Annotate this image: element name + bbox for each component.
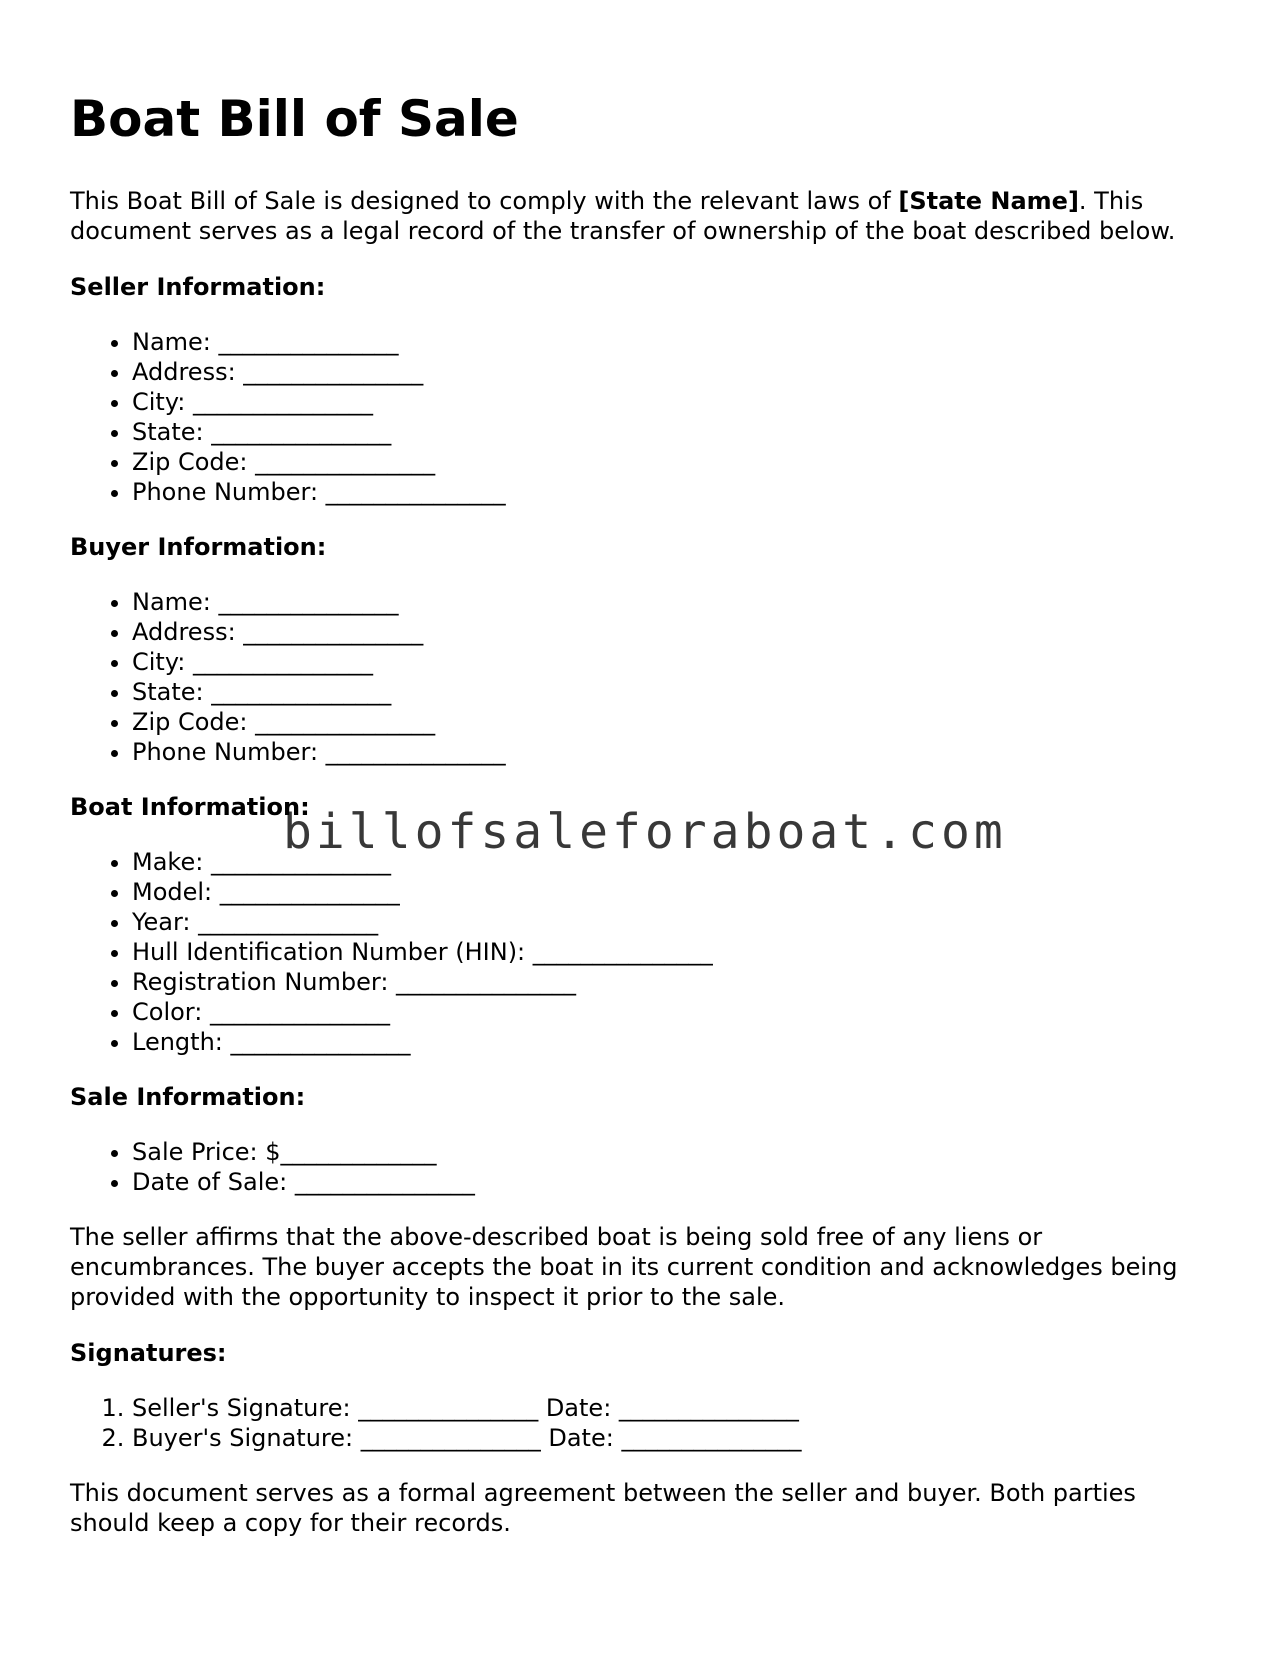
buyer-heading: Buyer Information:	[70, 533, 327, 561]
boat-year-field: • Year: _______________	[132, 907, 1216, 937]
seller-signature-line: 1. Seller's Signature: _______________ Date: _______________	[132, 1393, 1216, 1423]
buyer-zip-field: • Zip Code: _______________	[132, 707, 1216, 737]
page-title: Boat Bill of Sale	[70, 90, 519, 148]
seller-name-field: • Name: _______________	[132, 327, 1216, 357]
seller-heading: Seller Information:	[70, 273, 326, 301]
buyer-field-list	[70, 587, 1216, 767]
signatures-heading: Signatures:	[70, 1339, 227, 1367]
boat-length-field: • Length: _______________	[132, 1027, 1216, 1057]
seller-city-field: • City: _______________	[132, 387, 1216, 417]
boat-color-field: • Color: _______________	[132, 997, 1216, 1027]
seller-field-list	[70, 327, 1216, 507]
buyer-address-field: • Address: _______________	[132, 617, 1216, 647]
affirmation-paragraph: The seller affirms that the above-described boat is being sold free of any liens or encumbrances. The buyer accepts the boat in its current condition and acknowledges being provided with the opportunity to inspect it prior to the sale.	[70, 1223, 1178, 1311]
state-name-placeholder: [State Name]	[898, 187, 1079, 215]
boat-registration-field: • Registration Number: _______________	[132, 967, 1216, 997]
closing-paragraph: This document serves as a formal agreement between the seller and buyer. Both parties should keep a copy for their records.	[70, 1479, 1136, 1537]
intro-text-after: . This document serves as a legal record of the transfer of ownership of the boat described below.	[70, 187, 1176, 245]
buyer-phone-field: • Phone Number: _______________	[132, 737, 1216, 767]
signature-list	[70, 1393, 1216, 1453]
sale-price-field: • Sale Price: $_____________	[132, 1137, 1216, 1167]
watermark-text: billofsaleforaboat.com	[283, 804, 1007, 860]
buyer-signature-line: 2. Buyer's Signature: _______________ Date: _______________	[132, 1423, 1216, 1453]
intro-text-before: This Boat Bill of Sale is designed to comply with the relevant laws of	[70, 187, 899, 215]
intro-paragraph	[70, 186, 1216, 246]
sale-field-list	[70, 1137, 1216, 1197]
seller-state-field: • State: _______________	[132, 417, 1216, 447]
seller-address-field: • Address: _______________	[132, 357, 1216, 387]
sale-date-field: • Date of Sale: _______________	[132, 1167, 1216, 1197]
boat-make-field: • Make: _______________	[132, 847, 1216, 877]
boat-field-list	[70, 847, 1216, 1057]
seller-zip-field: • Zip Code: _______________	[132, 447, 1216, 477]
sale-heading: Sale Information:	[70, 1083, 306, 1111]
boat-heading: Boat Information:	[70, 793, 310, 821]
buyer-name-field: • Name: _______________	[132, 587, 1216, 617]
buyer-city-field: • City: _______________	[132, 647, 1216, 677]
seller-phone-field: • Phone Number: _______________	[132, 477, 1216, 507]
buyer-state-field: • State: _______________	[132, 677, 1216, 707]
boat-model-field: • Model: _______________	[132, 877, 1216, 907]
boat-hin-field: • Hull Identification Number (HIN): _______________	[132, 937, 1216, 967]
